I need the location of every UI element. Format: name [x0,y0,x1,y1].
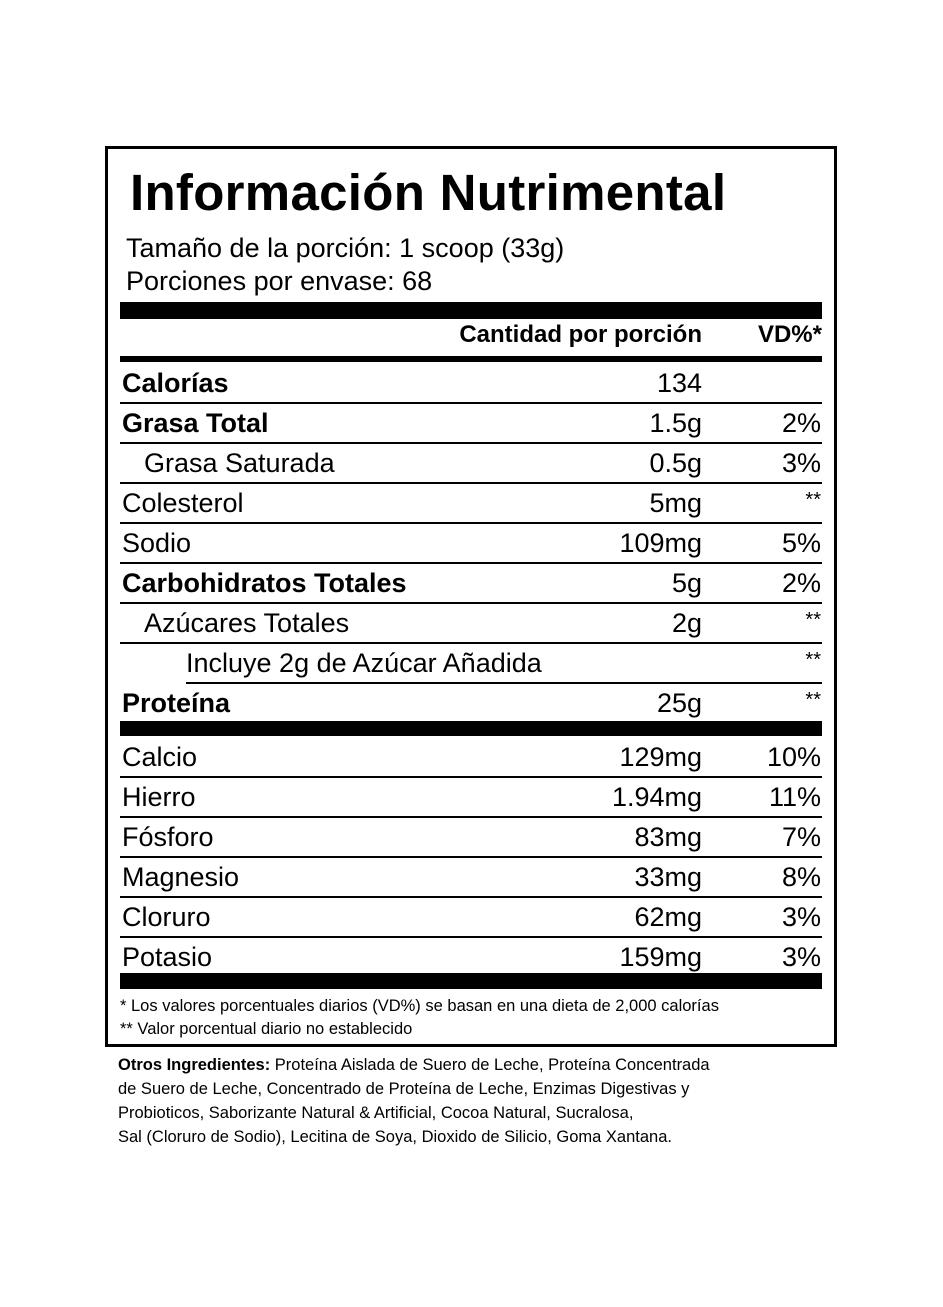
ingredients-line-4: Sal (Cloruro de Sodio), Lecitina de Soya, Dioxido de Silicio, Goma Xantana. [118,1128,672,1146]
nutrient-dv: ** [805,609,821,631]
thick-divider-middle [120,721,822,736]
mineral-dv: 3% [781,942,821,972]
nutrient-name: Sodio [122,528,192,558]
mineral-dv: 11% [768,782,821,812]
mineral-name: Potasio [122,942,213,972]
nutrient-row-colesterol [120,482,822,524]
mineral-row-calcio [120,736,822,778]
nutrient-amount: 0.5g [649,448,702,478]
ingredients-block [118,1053,818,1149]
nutrient-dv: 2% [781,568,821,598]
column-header-amount: Cantidad por porción [459,321,702,348]
nutrient-dv: ** [805,689,821,711]
mineral-amount: 1.94mg [611,782,702,812]
mineral-name: Cloruro [122,902,211,932]
nutrient-name: Azúcares Totales [144,608,350,638]
nutrient-name: Incluye 2g de Azúcar Añadida [186,648,542,678]
nutrient-dv: ** [805,489,821,511]
mineral-row-hierro [120,776,822,818]
nutrient-dv: 3% [781,448,821,478]
ingredients-line-2: de Suero de Leche, Concentrado de Proteína de Leche, Enzimas Digestivas y [118,1080,690,1098]
nutrient-amount: 2g [671,608,702,638]
mineral-amount: 83mg [634,822,702,852]
thick-divider-top [120,302,822,319]
mineral-row-cloruro [120,896,822,938]
mineral-dv: 10% [766,742,821,772]
nutrient-name: Grasa Total [122,408,269,438]
nutrient-row-proteina [120,682,822,722]
nutrient-name: Proteína [122,688,231,718]
nutrient-dv: 5% [781,528,821,558]
mineral-row-magnesio [120,856,822,898]
nutrient-amount: 1.5g [649,408,702,438]
mineral-name: Hierro [122,782,196,812]
footnote-dv-basis: * Los valores porcentuales diarios (VD%) se basan en una dieta de 2,000 calorías [120,997,719,1015]
ingredients-text: Proteína Aislada de Suero de Leche, Proteína Concentrada [270,1056,710,1074]
mineral-row-fosforo [120,816,822,858]
mineral-amount: 33mg [634,862,702,892]
label-title: Información Nutrimental [130,164,727,221]
nutrient-amount: 5mg [649,488,702,518]
nutrient-name: Carbohidratos Totales [122,568,407,598]
nutrient-row-grasa-saturada [120,442,822,484]
mineral-dv: 3% [781,902,821,932]
column-header [120,321,822,351]
mineral-row-potasio [120,936,822,976]
mineral-amount: 129mg [619,742,702,772]
mineral-dv: 7% [781,822,821,852]
mineral-name: Calcio [122,742,198,772]
servings-per-container: Porciones por envase: 68 [126,266,433,296]
ingredients-line-1 [118,1053,818,1077]
nutrient-dv: ** [805,649,821,671]
nutrient-row-grasa-total [120,402,822,444]
nutrient-amount: 5g [671,568,702,598]
ingredients-line-3: Probioticos, Saborizante Natural & Artificial, Cocoa Natural, Sucralosa, [118,1104,634,1122]
nutrient-name: Grasa Saturada [144,448,335,478]
mineral-name: Fósforo [122,822,214,852]
mineral-dv: 8% [781,862,821,892]
nutrient-dv: 2% [781,408,821,438]
nutrient-row-azucar-anadida [186,642,822,684]
ingredients-label: Otros Ingredientes: [118,1056,271,1074]
mineral-amount: 159mg [619,942,702,972]
nutrient-name: Calorías [122,368,229,398]
nutrient-amount: 109mg [619,528,702,558]
column-header-dv: VD%* [757,321,822,348]
footnote-dv-not-established: ** Valor porcentual diario no establecido [120,1020,413,1038]
mineral-name: Magnesio [122,862,240,892]
nutrient-amount: 25g [656,688,702,718]
thick-divider-bottom [120,973,822,989]
nutrient-amount: 134 [656,368,702,398]
nutrient-row-sodio [120,522,822,564]
nutrient-row-calorias [120,362,822,404]
nutrition-label [105,146,837,1047]
serving-size: Tamaño de la porción: 1 scoop (33g) [126,233,565,263]
mineral-amount: 62mg [634,902,702,932]
nutrient-row-azucares [120,602,822,644]
nutrient-name: Colesterol [122,488,244,518]
nutrient-row-carbohidratos [120,562,822,604]
